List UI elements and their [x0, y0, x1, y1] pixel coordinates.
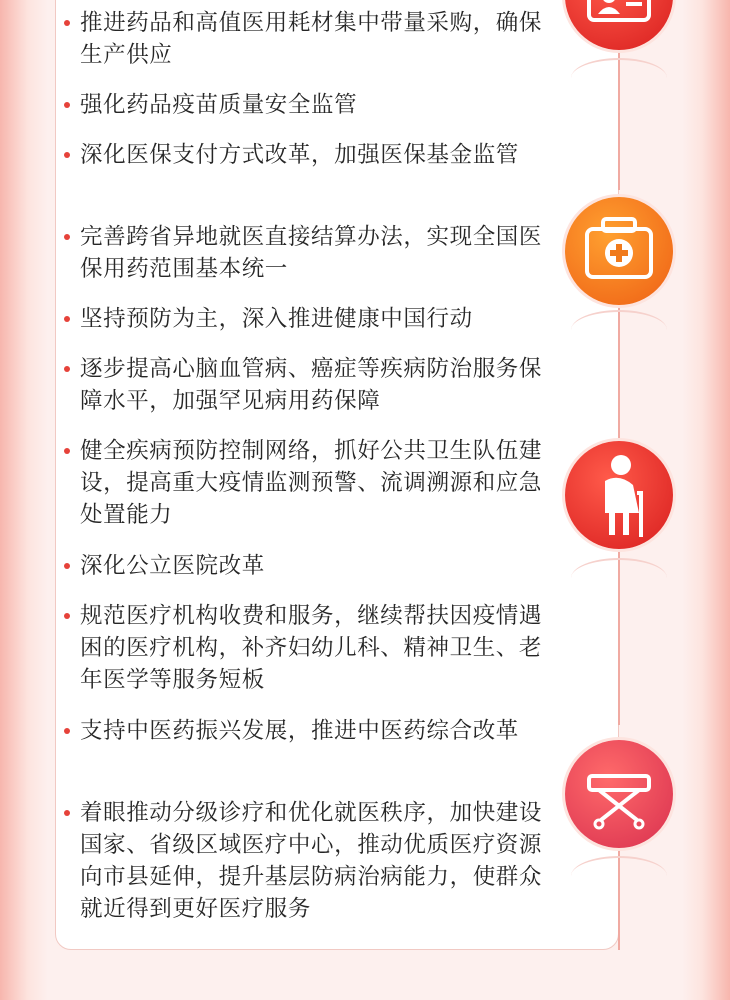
- list-item: [62, 221, 554, 285]
- elderly-person-icon: [565, 441, 673, 549]
- item-text: 推进药品和高值医用耗材集中带量采购，确保生产供应: [80, 10, 543, 68]
- item-text: 完善跨省异地就医直接结算办法，实现全国医保用药范围基本统一: [80, 224, 543, 282]
- id-card-icon: [565, 0, 673, 50]
- medical-kit-icon: [565, 197, 673, 305]
- bullet-dot: [64, 234, 70, 240]
- list-item: [62, 435, 554, 531]
- item-text: 深化医保支付方式改革，加强医保基金监管: [80, 142, 519, 168]
- bullet-dot: [64, 613, 70, 619]
- bullet-dot: [64, 366, 70, 372]
- bullet-dot: [64, 563, 70, 569]
- bullet-dot: [64, 152, 70, 158]
- bullet-dot: [64, 102, 70, 108]
- bullet-dot: [64, 728, 70, 734]
- list-item: [62, 139, 554, 171]
- ripple-decoration: [571, 856, 667, 896]
- item-text: 强化药品疫苗质量安全监管: [80, 92, 358, 118]
- ripple-decoration: [571, 310, 667, 350]
- ripple-decoration: [571, 558, 667, 598]
- list-item: [62, 303, 554, 335]
- item-text: 着眼推动分级诊疗和优化就医秩序，加快建设国家、省级区域医疗中心，推动优质医疗资源向市县延伸，提升基层防病治病能力，使群众就近得到更好医疗服务: [80, 800, 543, 922]
- list-item: [62, 89, 554, 121]
- list-item: [62, 7, 554, 71]
- item-text: 逐步提高心脑血管病、癌症等疾病防治服务保障水平，加强罕见病用药保障: [80, 356, 543, 414]
- list-item: [62, 797, 554, 925]
- bullet-dot: [64, 810, 70, 816]
- list-item: [62, 600, 554, 696]
- list-item: [62, 550, 554, 582]
- stretcher-icon: [565, 740, 673, 848]
- ripple-decoration: [571, 58, 667, 98]
- item-text: 深化公立医院改革: [80, 553, 265, 579]
- item-text: 支持中医药振兴发展，推进中医药综合改革: [80, 718, 519, 744]
- bullet-dot: [64, 448, 70, 454]
- bullet-dot: [64, 316, 70, 322]
- item-text: 规范医疗机构收费和服务，继续帮扶因疫情遇困的医疗机构，补齐妇幼儿科、精神卫生、老年医学等服务短板: [80, 603, 543, 693]
- item-text: 坚持预防为主，深入推进健康中国行动: [80, 306, 473, 332]
- list-item: [62, 353, 554, 417]
- bullet-dot: [64, 20, 70, 26]
- list-item: [62, 715, 554, 747]
- item-text: 健全疾病预防控制网络，抓好公共卫生队伍建设，提高重大疫情监测预警、流调溯源和应急处置能力: [80, 438, 543, 528]
